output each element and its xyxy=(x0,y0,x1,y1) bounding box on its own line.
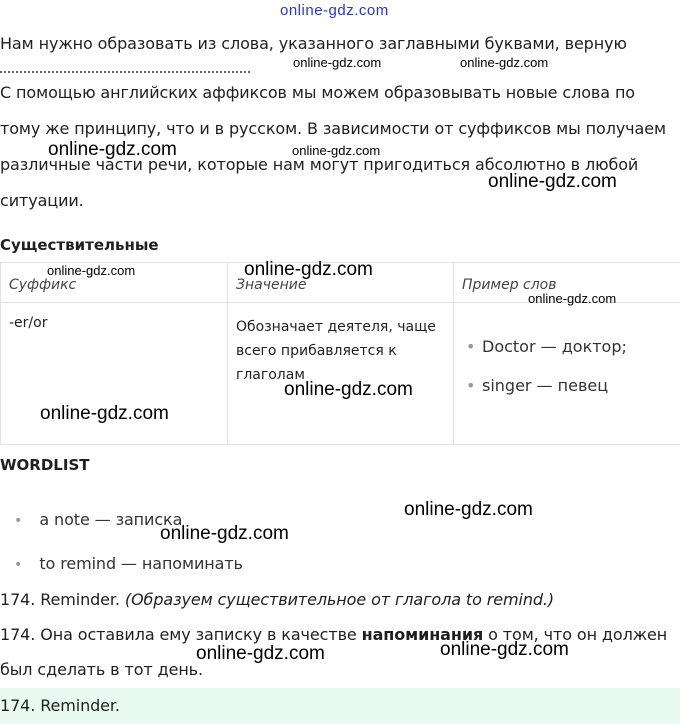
examples-list xyxy=(462,337,672,395)
meaning-cell xyxy=(228,303,454,445)
watermark: online-gdz.com xyxy=(292,143,381,158)
watermark: online-gdz.com xyxy=(460,55,549,70)
watermark: online-gdz.com xyxy=(160,523,289,544)
exercise-highlight: напоминания xyxy=(361,625,484,644)
section-heading-nouns: Существительные xyxy=(0,236,159,254)
watermark: online-gdz.com xyxy=(40,403,169,424)
watermark: online-gdz.com xyxy=(47,263,136,278)
intro-line-5: ситуации. xyxy=(0,191,84,210)
watermark: online-gdz.com xyxy=(196,643,325,664)
list-item: • singer — певец xyxy=(482,376,672,395)
intro-line-2: С помощью английских аффиксов мы можем образовывать новые слова по xyxy=(0,83,635,102)
watermark: online-gdz.com xyxy=(488,171,617,192)
exercise-line-3: был сделать в тот день. xyxy=(0,660,203,679)
list-item xyxy=(14,554,243,573)
watermark: online-gdz.com xyxy=(284,379,413,400)
watermark: online-gdz.com xyxy=(440,639,569,660)
list-item xyxy=(14,510,182,529)
meaning-line: всего прибавляется к xyxy=(236,343,397,359)
exercise-answer-word: 174. Reminder. xyxy=(0,590,125,609)
wordlist-item: a note — записка xyxy=(39,510,183,529)
meaning-line: Обозначает деятеля, чаще xyxy=(236,319,436,335)
exercise-sentence-start: 174. Она оставила ему записку в качестве xyxy=(0,625,362,644)
watermark: online-gdz.com xyxy=(244,259,373,280)
watermark: online-gdz.com xyxy=(48,139,177,160)
suffix-cell: -er/or xyxy=(1,303,228,445)
answer-text: 174. Reminder. xyxy=(0,696,120,715)
meaning-line: глаголам xyxy=(236,367,305,383)
intro-line-1: Нам нужно образовать из слова, указанного заглавными буквами, верную xyxy=(0,34,627,53)
watermark: online-gdz.com xyxy=(528,291,617,306)
intro-line-3: тому же принципу, что и в русском. В зависимости от суффиксов мы получаем xyxy=(0,119,666,138)
bullet-icon: • xyxy=(14,557,23,573)
wordlist-item: to remind — напоминать xyxy=(39,554,243,573)
header-watermark: online-gdz.com xyxy=(280,2,389,19)
column-header-meaning: Значение xyxy=(228,263,454,303)
intro-line-4: различные части речи, которые нам могут пригодиться абсолютно в любой xyxy=(0,155,639,174)
column-header-suffix: Суффикс xyxy=(1,263,228,303)
exercise-hint: (Образуем существительное от глагола to remind.) xyxy=(124,590,555,609)
exercise-line-1 xyxy=(0,590,554,609)
answer-bar xyxy=(0,688,680,724)
examples-cell xyxy=(454,303,680,445)
exercise-sentence-end: о том, что он должен xyxy=(483,625,668,644)
watermark: online-gdz.com xyxy=(293,55,382,70)
column-header-examples: Пример слов xyxy=(454,263,680,303)
cropped-text-fragment xyxy=(0,68,250,74)
watermark: online-gdz.com xyxy=(404,499,533,520)
wordlist-heading: WORDLIST xyxy=(0,456,90,474)
list-item: • Doctor — доктор; xyxy=(482,337,672,356)
bullet-icon: • xyxy=(14,513,23,529)
